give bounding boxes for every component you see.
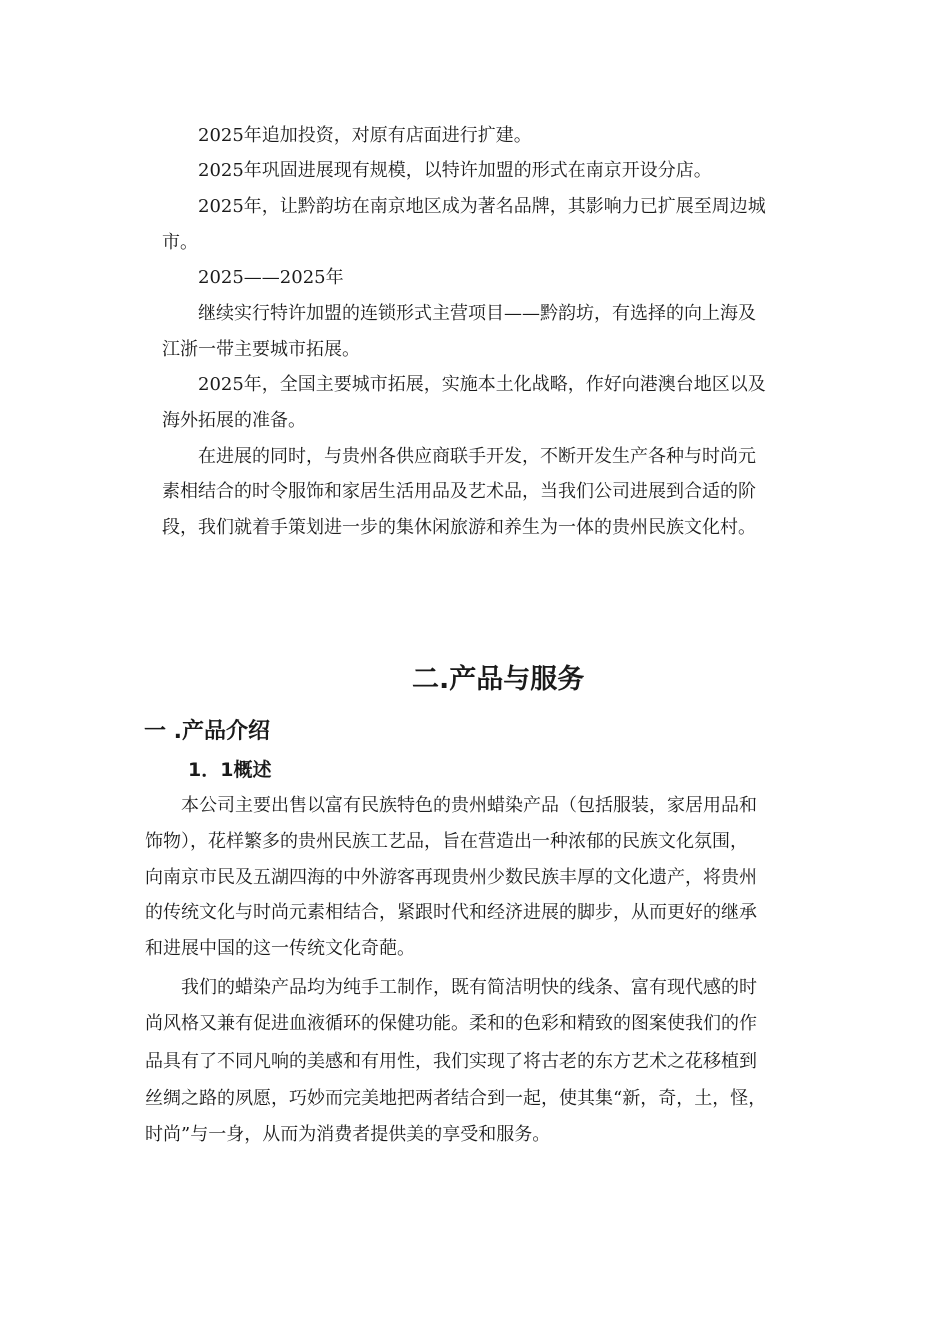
intro-line-10: 在进展的同时，与贵州各供应商联手开发，不断开发生产各种与时尚元 (198, 446, 756, 467)
subsubsection-title: 1．1概述 (188, 759, 272, 781)
subsection-title: 一 .产品介绍 (144, 719, 271, 744)
intro-line-2: 2025年巩固进展现有规模，以特许加盟的形式在南京开设分店。 (198, 160, 712, 181)
body-line-8: 品具有了不同凡响的美感和有用性，我们实现了将古老的东方艺术之花移植到 (145, 1051, 757, 1072)
intro-line-12: 段，我们就着手策划进一步的集休闲旅游和养生为一体的贵州民族文化村。 (162, 517, 756, 538)
intro-line-8: 2025年，全国主要城市拓展，实施本土化战略，作好向港澳台地区以及 (198, 374, 766, 395)
body-line-10: 时尚”与一身，从而为消费者提供美的享受和服务。 (145, 1124, 551, 1145)
intro-line-5: 2025——2025年 (198, 267, 344, 288)
intro-line-3: 2025年，让黔韵坊在南京地区成为著名品牌，其影响力已扩展至周边城 (198, 196, 766, 217)
body-line-9: 丝绸之路的夙愿，巧妙而完美地把两者结合到一起，使其集“新，奇，土，怪， (145, 1088, 767, 1109)
body-line-3: 向南京市民及五湖四海的中外游客再现贵州少数民族丰厚的文化遗产，将贵州 (145, 867, 757, 888)
section-title: 二.产品与服务 (412, 664, 585, 695)
body-line-5: 和进展中国的这一传统文化奇葩。 (145, 938, 415, 959)
body-line-6: 我们的蜡染产品均为纯手工制作，既有简洁明快的线条、富有现代感的时 (181, 977, 757, 998)
intro-line-1: 2025年追加投资，对原有店面进行扩建。 (198, 125, 532, 146)
intro-line-6: 继续实行特许加盟的连锁形式主营项目——黔韵坊，有选择的向上海及 (198, 303, 756, 324)
intro-line-9: 海外拓展的准备。 (162, 410, 306, 431)
body-line-7: 尚风格又兼有促进血液循环的保健功能。柔和的色彩和精致的图案使我们的作 (145, 1013, 757, 1034)
body-line-4: 的传统文化与时尚元素相结合，紧跟时代和经济进展的脚步，从而更好的继承 (145, 902, 757, 923)
body-line-1: 本公司主要出售以富有民族特色的贵州蜡染产品（包括服装，家居用品和 (181, 795, 757, 816)
intro-line-7: 江浙一带主要城市拓展。 (162, 339, 360, 360)
intro-line-4: 市。 (162, 232, 198, 253)
body-line-2: 饰物），花样繁多的贵州民族工艺品，旨在营造出一种浓郁的民族文化氛围， (145, 831, 748, 852)
intro-line-11: 素相结合的时令服饰和家居生活用品及艺术品，当我们公司进展到合适的阶 (162, 481, 756, 502)
